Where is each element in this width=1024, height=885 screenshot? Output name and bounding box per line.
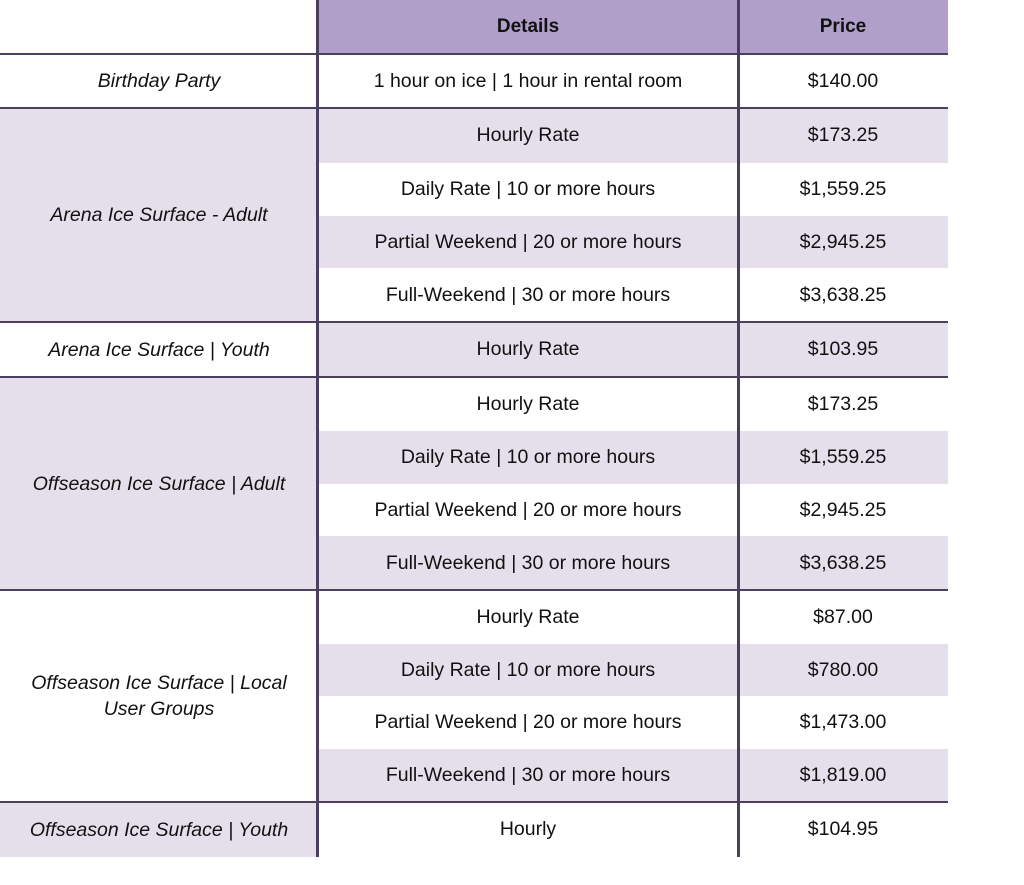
table-row xyxy=(318,322,948,377)
price-cell: $87.00 xyxy=(813,605,873,628)
details-cell: Partial Weekend | 20 or more hours xyxy=(374,711,682,733)
category-label: Arena Ice Surface - Adult xyxy=(0,108,318,322)
details-cell: Full-Weekend | 30 or more hours xyxy=(385,551,671,574)
table-row xyxy=(318,431,948,484)
column-divider xyxy=(316,0,319,857)
table-row xyxy=(318,377,948,431)
details-cell: Hourly Rate xyxy=(476,338,580,360)
category-label: Offseason Ice Surface | Local User Groups xyxy=(0,590,318,802)
table-row xyxy=(318,54,948,108)
price-cell: $3,638.25 xyxy=(799,551,887,574)
row-divider xyxy=(0,376,948,378)
price-cell: $104.95 xyxy=(807,818,879,840)
category-label: Birthday Party xyxy=(0,54,318,108)
details-cell: Daily Rate | 10 or more hours xyxy=(400,658,656,681)
price-cell: $3,638.25 xyxy=(799,283,887,306)
table-row xyxy=(318,268,948,322)
price-cell: $1,559.25 xyxy=(799,178,887,200)
row-divider xyxy=(0,801,948,803)
category-label: Offseason Ice Surface | Youth xyxy=(0,802,318,857)
table-row xyxy=(318,802,948,857)
details-cell: Hourly Rate xyxy=(476,605,580,628)
price-cell: $1,819.00 xyxy=(799,764,887,786)
table-row xyxy=(318,696,948,749)
table-row xyxy=(318,536,948,590)
details-cell: Hourly xyxy=(499,818,557,840)
price-cell: $780.00 xyxy=(807,658,879,681)
header-price: Price xyxy=(738,0,948,54)
table-row xyxy=(318,163,948,216)
row-divider xyxy=(0,321,948,323)
table-row xyxy=(318,644,948,696)
row-divider xyxy=(0,107,948,109)
price-cell: $140.00 xyxy=(807,69,879,92)
details-cell: Full-Weekend | 30 or more hours xyxy=(385,283,671,306)
price-cell: $1,473.00 xyxy=(799,711,887,733)
table-row xyxy=(318,484,948,536)
details-cell: Daily Rate | 10 or more hours xyxy=(400,446,656,468)
details-cell: Full-Weekend | 30 or more hours xyxy=(385,764,671,786)
header-details: Details xyxy=(318,0,738,54)
column-divider xyxy=(737,0,740,857)
category-label: Arena Ice Surface | Youth xyxy=(0,322,318,377)
table-row xyxy=(318,749,948,802)
row-divider xyxy=(0,589,948,591)
details-cell: Daily Rate | 10 or more hours xyxy=(400,178,656,200)
row-divider xyxy=(0,53,948,55)
table-row xyxy=(318,590,948,644)
price-cell: $173.25 xyxy=(807,124,879,146)
price-cell: $1,559.25 xyxy=(799,446,887,468)
details-cell: Partial Weekend | 20 or more hours xyxy=(374,498,682,521)
price-cell: $173.25 xyxy=(807,392,879,415)
price-cell: $103.95 xyxy=(807,338,879,360)
price-cell: $2,945.25 xyxy=(799,230,887,253)
details-cell: Partial Weekend | 20 or more hours xyxy=(374,230,682,253)
details-cell: 1 hour on ice | 1 hour in rental room xyxy=(373,69,683,92)
details-cell: Hourly Rate xyxy=(476,124,580,146)
table-row xyxy=(318,216,948,268)
details-cell: Hourly Rate xyxy=(476,392,580,415)
category-label: Offseason Ice Surface | Adult xyxy=(0,377,318,590)
table-row xyxy=(318,108,948,163)
price-cell: $2,945.25 xyxy=(799,498,887,521)
